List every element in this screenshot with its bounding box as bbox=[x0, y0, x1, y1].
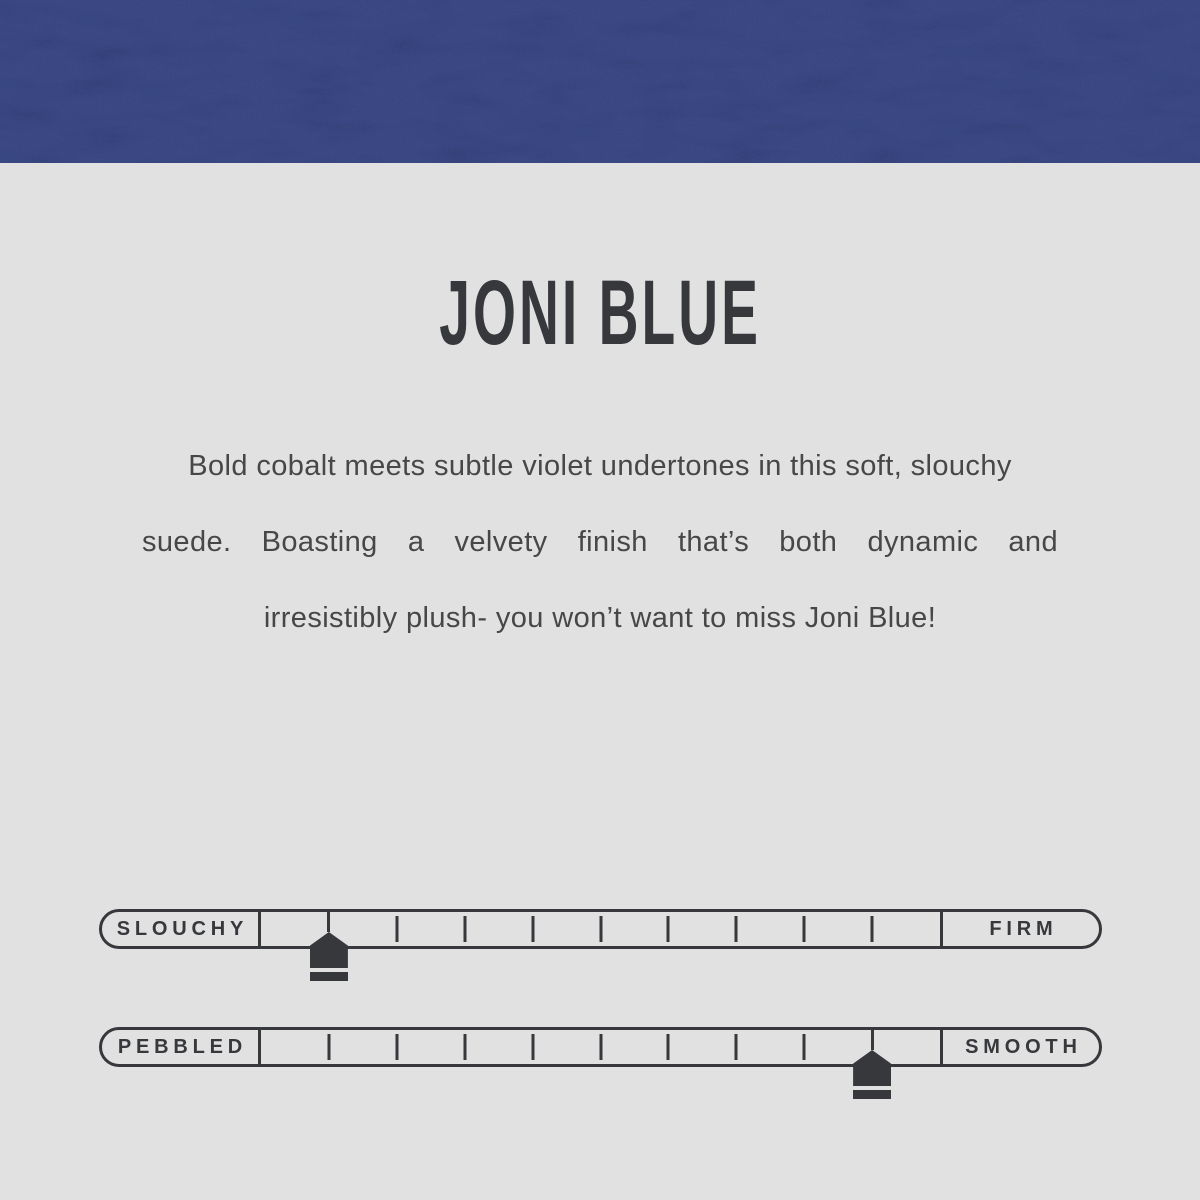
scale-tick bbox=[599, 1034, 602, 1060]
marker-part bbox=[327, 912, 330, 932]
scale-right-label: SMOOTH bbox=[940, 1030, 1099, 1064]
scale-tick bbox=[803, 916, 806, 942]
description-line: irresistibly plush- you won’t want to miss Joni Blue! bbox=[263, 602, 937, 634]
scale-tick bbox=[395, 1034, 398, 1060]
scale-tick bbox=[667, 1034, 670, 1060]
scale-tick bbox=[871, 916, 874, 942]
texture-scale-slouchy-firm bbox=[99, 909, 1102, 949]
page-title: JONI BLUE bbox=[439, 261, 761, 364]
scale-track bbox=[261, 1030, 940, 1064]
texture-scale-pebbled-smooth bbox=[99, 1027, 1102, 1067]
scale-tick bbox=[667, 916, 670, 942]
marker-part bbox=[871, 1030, 874, 1050]
scale-marker bbox=[853, 1030, 891, 1099]
scale-tick bbox=[327, 1034, 330, 1060]
scale-tick bbox=[531, 916, 534, 942]
page-title-wrap bbox=[0, 258, 1200, 368]
scale-tick bbox=[803, 1034, 806, 1060]
scale-marker bbox=[310, 912, 348, 981]
suede-texture-swatch bbox=[0, 0, 1200, 163]
scale-track bbox=[261, 912, 940, 946]
product-description bbox=[142, 428, 1058, 656]
scale-tick bbox=[463, 916, 466, 942]
description-line: suede. Boasting a velvety finish that’s both dynamic and bbox=[142, 526, 1058, 558]
marker-nib-icon bbox=[310, 932, 348, 968]
marker-part bbox=[310, 972, 348, 981]
scale-tick bbox=[735, 916, 738, 942]
marker-part bbox=[853, 1090, 891, 1099]
scale-left-label: PEBBLED bbox=[102, 1030, 261, 1064]
scale-right-label: FIRM bbox=[940, 912, 1099, 946]
scale-tick bbox=[395, 916, 398, 942]
scale-left-label: SLOUCHY bbox=[102, 912, 261, 946]
scale-tick bbox=[599, 916, 602, 942]
scale-tick bbox=[531, 1034, 534, 1060]
description-line: Bold cobalt meets subtle violet undertones in this soft, slouchy bbox=[188, 450, 1012, 482]
scale-tick bbox=[463, 1034, 466, 1060]
scale-tick bbox=[735, 1034, 738, 1060]
marker-nib-icon bbox=[853, 1050, 891, 1086]
